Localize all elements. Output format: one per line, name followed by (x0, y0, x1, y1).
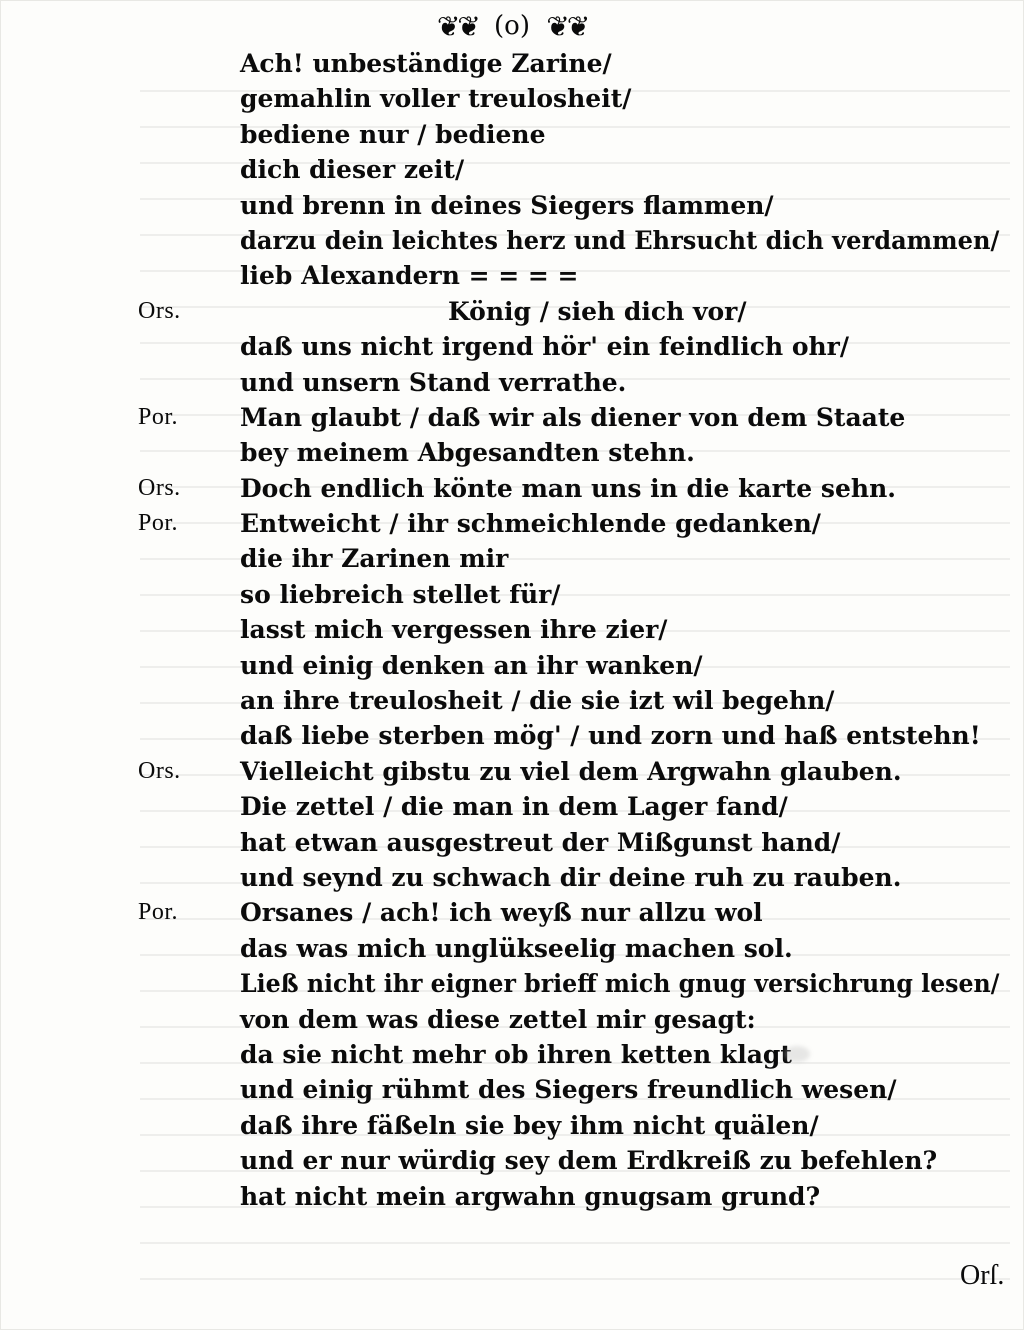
verse-line-text: gemahlin voller treulosheit/ (240, 84, 632, 114)
verse-line (0, 966, 1024, 1001)
verse-line-text: hat etwan ausgestreut der Mißgunst hand/ (240, 827, 841, 857)
verse-line-text: Entweicht / ihr schmeichlende gedanken/ (240, 509, 821, 539)
verse-line (0, 789, 1024, 824)
verse-line-text: lieb Alexandern = = = = (240, 261, 579, 291)
verse-line-text: hat nicht mein argwahn gnugsam grund? (240, 1181, 821, 1211)
verse-line (0, 117, 1024, 152)
speaker-label: Por. (138, 403, 179, 430)
verse-line-text: Doch endlich könte man uns in die karte sehn. (240, 473, 896, 503)
verse-line (0, 895, 1024, 930)
speaker-label: Ors. (138, 297, 181, 324)
verse-line (0, 860, 1024, 895)
verse-line-text: bey meinem Abgesandten stehn. (240, 438, 695, 468)
verse-line (0, 365, 1024, 400)
verse-line-text: lasst mich vergessen ihre zier/ (240, 615, 668, 645)
ornament-right: ❦❦ (546, 10, 588, 43)
verse-line (0, 683, 1024, 718)
verse-line (0, 754, 1024, 789)
verse-line (0, 258, 1024, 293)
speaker-label: Ors. (138, 757, 181, 784)
verse-line (0, 718, 1024, 753)
verse-line-text: darzu dein leichtes herz und Ehrsucht dich verdammen/ (240, 225, 1000, 255)
verse-line (0, 1002, 1024, 1037)
verse-line-text: und einig rühmt des Siegers freundlich wesen/ (240, 1075, 897, 1105)
verse-line (0, 648, 1024, 683)
page-header (0, 10, 1024, 43)
verse-line (0, 81, 1024, 116)
page-number: (o) (494, 11, 530, 41)
verse-line-text: daß uns nicht irgend hör' ein feindlich ohr/ (240, 332, 849, 362)
verse-line-text: und er nur würdig sey dem Erdkreiß zu befehlen? (240, 1146, 938, 1176)
verse-line (0, 1072, 1024, 1107)
ink-smudge (784, 1046, 810, 1062)
verse-line-text: Die zettel / die man in dem Lager fand/ (240, 792, 788, 822)
verse-line (0, 294, 1024, 329)
verse-line (0, 329, 1024, 364)
verse-line-text: und seynd zu schwach dir deine ruh zu rauben. (240, 862, 902, 892)
verse-line-text: das was mich unglükseelig machen sol. (240, 933, 793, 963)
verse-line (0, 577, 1024, 612)
verse-line (0, 471, 1024, 506)
verse-line (0, 825, 1024, 860)
verse-line-text: Vielleicht gibstu zu viel dem Argwahn glauben. (240, 756, 902, 786)
verse-line-text: die ihr Zarinen mir (240, 544, 509, 574)
verse-line-text: und brenn in deines Siegers flammen/ (240, 190, 774, 220)
verse-line-text: da sie nicht mehr ob ihren ketten klagt (240, 1039, 792, 1069)
verse-line (0, 223, 1024, 258)
verse-line-text: daß ihre fäßeln sie bey ihm nicht quälen/ (240, 1110, 819, 1140)
ornament-left: ❦❦ (436, 10, 478, 43)
verse-line-text: daß liebe sterben mög' / und zorn und haß entstehn! (240, 721, 981, 751)
verse-line (0, 1143, 1024, 1178)
verse-line-text: und einig denken an ihr wanken/ (240, 650, 703, 680)
verse-line (0, 931, 1024, 966)
speaker-label: Por. (138, 899, 179, 926)
verse-line (0, 46, 1024, 81)
verse-line (0, 541, 1024, 576)
verse-line-text: Orsanes / ach! ich weyß nur allzu wol (240, 898, 763, 928)
verse-line-text: König / sieh dich vor/ (448, 296, 747, 326)
verse-line (0, 1037, 1024, 1072)
verse-line-text: Ach! unbeständige Zarine/ (240, 49, 612, 78)
speaker-label: Por. (138, 510, 179, 537)
verse-line-text: von dem was diese zettel mir gesagt: (240, 1004, 756, 1034)
verse-line (0, 612, 1024, 647)
verse-line (0, 400, 1024, 435)
verse-text (0, 46, 1024, 1214)
verse-line (0, 188, 1024, 223)
verse-line-text: an ihre treulosheit / die sie izt wil begehn/ (240, 686, 835, 716)
verse-line (0, 1108, 1024, 1143)
speaker-label: Ors. (138, 474, 181, 501)
catchword: Orſ. (960, 1260, 1005, 1291)
verse-line-text: Ließ nicht ihr eigner brieff mich gnug versichrung lesen/ (240, 969, 1000, 999)
verse-line-text: bediene nur / bediene (240, 119, 546, 149)
verse-line-text: dich dieser zeit/ (240, 155, 465, 185)
verse-line (0, 1179, 1024, 1214)
verse-line (0, 435, 1024, 470)
verse-line (0, 506, 1024, 541)
verse-line-text: Man glaubt / daß wir als diener von dem Staate (240, 402, 906, 432)
verse-line (0, 152, 1024, 187)
verse-line-text: so liebreich stellet für/ (240, 579, 561, 609)
verse-line-text: und unsern Stand verrathe. (240, 367, 627, 397)
